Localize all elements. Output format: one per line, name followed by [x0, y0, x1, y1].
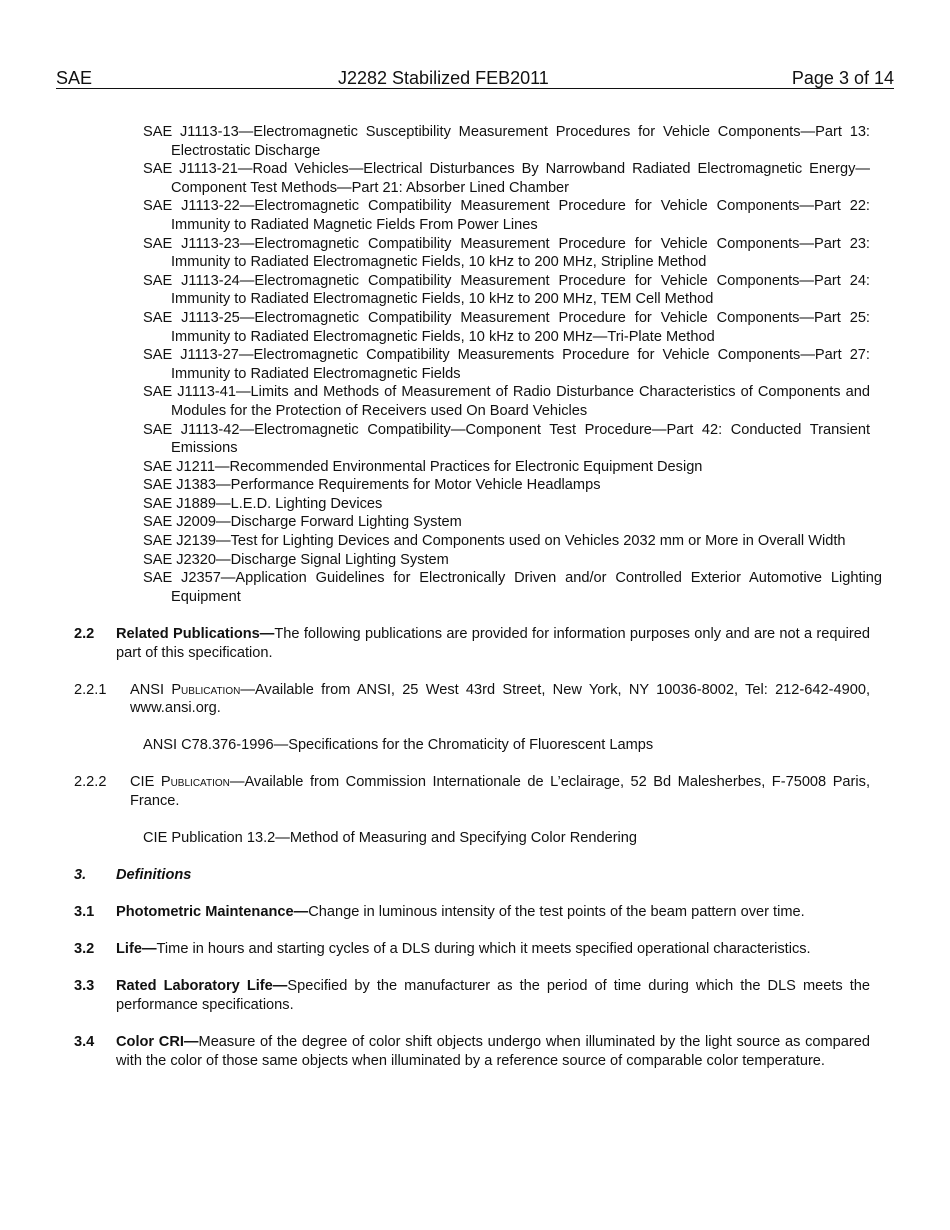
reference-title: SAE J1113-22—Electromagnetic Compatibility Measurement Procedure for Vehicle Components—Part: [143, 198, 841, 215]
reference-title: SAE J1113-21—Road Vehicles—Electrical Disturbances By Narrowband Radiated Electromagnetic: [143, 161, 803, 178]
header-document-id: J2282 Stabilized FEB2011: [338, 68, 549, 88]
section-number: 3.2: [74, 941, 95, 958]
header-page-number: Page 3 of 14: [791, 68, 894, 88]
reference-item: [143, 272, 870, 309]
reference-item: [143, 495, 870, 514]
reference-title-continued: Width: [808, 533, 846, 550]
reference-title: SAE J1383—Performance Requirements for Motor Vehicle Headlamps: [143, 477, 601, 494]
reference-item: [143, 346, 870, 383]
reference-title: SAE J1889—L.E.D. Lighting Devices: [143, 495, 383, 512]
section-3-1: [74, 903, 882, 922]
section-3-heading: [74, 866, 882, 885]
reference-title: SAE J1113-27—Electromagnetic Compatibility Measurements Procedure for Vehicle Components—Part: [143, 347, 842, 364]
reference-title-continued: 23: Immunity to Radiated Electromagnetic Fields, 10 kHz to 200 MHz, Stripline Method: [171, 235, 870, 271]
reference-title-continued: 24: Immunity to Radiated Electromagnetic Fields, 10 kHz to 200 MHz, TEM Cell Method: [171, 272, 870, 308]
reference-title-continued: Transient Emissions: [171, 421, 871, 457]
section-text: —Available from ANSI, 25 West 43rd Street, New York, NY 10036-8002, Tel: 212-642-4900, www.ansi.org.: [130, 681, 871, 717]
reference-title: SAE J1113-23—Electromagnetic Compatibility Measurement Procedure for Vehicle Components—Part: [143, 235, 841, 252]
reference-item: [143, 309, 870, 346]
reference-title: SAE J1113-24—Electromagnetic Compatibility Measurement Procedure for Vehicle Components—Part: [143, 272, 841, 289]
reference-item: [143, 235, 870, 272]
section-title: Definitions: [116, 867, 192, 884]
reference-list: [143, 123, 882, 606]
section-number: 3.: [74, 867, 87, 884]
reference-title-continued: Equipment: [171, 588, 241, 605]
reference-title-continued: 22: Immunity to Radiated Magnetic Fields From Power Lines: [171, 198, 870, 233]
reference-item: [143, 123, 870, 160]
page-header: [56, 68, 894, 89]
term-title: Life—: [116, 941, 157, 958]
section-number: 2.2.2: [74, 774, 107, 791]
reference-title: SAE J1113-41—Limits and Methods of Measurement of Radio Disturbance Characteristics of: [143, 384, 753, 401]
reference-item: [143, 569, 882, 606]
reference-title: SAE J2009—Discharge Forward Lighting System: [143, 514, 462, 531]
header-org: SAE: [56, 68, 93, 88]
ansi-standard: ANSI C78.376-1996—Specifications for the Chromaticity of Fluorescent Lamps: [143, 737, 654, 754]
reference-title: SAE J2320—Discharge Signal Lighting System: [143, 551, 449, 568]
term-definition: Measure of the degree of color shift objects undergo when illuminated by the light source as compared with the color of those same objects when illuminated by a reference source of comparable color temperature.: [116, 1034, 870, 1069]
section-3-2: [74, 940, 882, 959]
section-number: 3.3: [74, 978, 95, 995]
section-number: 3.4: [74, 1034, 95, 1051]
reference-title: SAE J2139—Test for Lighting Devices and Components used on Vehicles 2032 mm or More in Overall: [143, 533, 805, 550]
publication-label: CIE Publication: [130, 774, 230, 791]
reference-item: [143, 458, 870, 477]
reference-item: [143, 532, 870, 551]
section-title: Related Publications—: [116, 625, 275, 642]
reference-title-continued: Energy—Component Test Methods—Part 21: Absorber Lined Chamber: [171, 161, 870, 196]
reference-title: SAE J1113-25—Electromagnetic Compatibility Measurement Procedure for Vehicle Components—Part: [143, 309, 841, 326]
reference-title: SAE J1113-13—Electromagnetic Susceptibility Measurement Procedures for Vehicle Components—Part: [143, 124, 842, 140]
reference-item: [143, 421, 870, 458]
section-2-2-2: [74, 773, 882, 810]
reference-title: SAE J2357—Application Guidelines for Electronically Driven and/or Controlled Exterior Automotive Lighting: [143, 570, 882, 587]
reference-item: [143, 551, 870, 570]
section-number: 2.2: [74, 625, 95, 642]
reference-item: [143, 476, 870, 495]
term-title: Rated Laboratory Life—: [116, 978, 288, 995]
term-definition: Change in luminous intensity of the test points of the beam pattern over time.: [308, 904, 805, 921]
reference-title: SAE J1211—Recommended Environmental Practices for Electronic Equipment Design: [143, 458, 703, 475]
section-text: The following publications are provided for information purposes only and are not a required part of this specification.: [116, 625, 870, 661]
cie-standard: CIE Publication 13.2—Method of Measuring and Specifying Color Rendering: [143, 830, 638, 847]
term-definition: Specified by the manufacturer as the period of time during which the DLS meets the performance specifications.: [116, 978, 870, 1014]
term-definition: Time in hours and starting cycles of a DLS during which it meets specified operational characteristics.: [156, 941, 811, 958]
reference-title-continued: Components and Modules for the Protection of Receivers used On Board Vehicles: [171, 384, 870, 419]
term-title: Color CRI—: [116, 1034, 199, 1051]
section-3-3: [74, 977, 882, 1014]
document-body: [74, 123, 882, 1070]
section-number: 2.2.1: [74, 681, 107, 698]
reference-title: SAE J1113-42—Electromagnetic Compatibility—Component Test Procedure—Part 42: Conducted: [143, 421, 802, 438]
term-title: Photometric Maintenance—: [116, 904, 309, 921]
section-2-2: [74, 625, 882, 662]
reference-title-continued: 13: Electrostatic Discharge: [171, 124, 870, 159]
reference-item: [143, 160, 870, 197]
section-text: —Available from Commission Internationale de L’eclairage, 52 Bd Malesherbes, F-75008 Paris, France.: [130, 774, 870, 809]
reference-item: [143, 383, 870, 420]
reference-title-continued: 27: Immunity to Radiated Electromagnetic Fields: [171, 347, 870, 382]
reference-item: [143, 197, 870, 234]
publication-label: ANSI Publication: [130, 681, 241, 698]
section-3-4: [74, 1033, 882, 1070]
section-2-2-1: [74, 681, 882, 718]
section-number: 3.1: [74, 904, 95, 921]
reference-title-continued: 25: Immunity to Radiated Electromagnetic Fields, 10 kHz to 200 MHz—Tri-Plate Method: [171, 309, 870, 345]
reference-item: [143, 513, 870, 532]
